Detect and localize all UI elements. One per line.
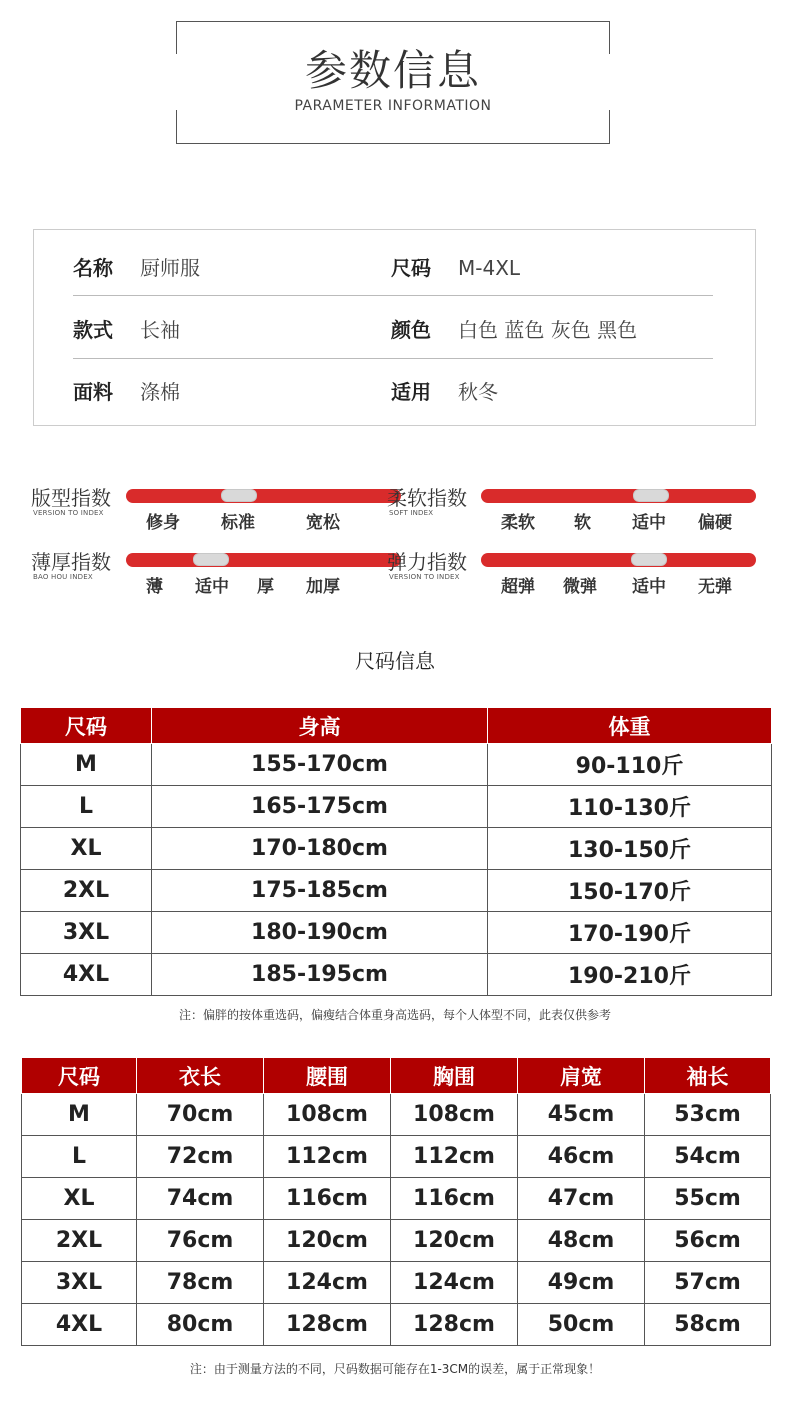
info-value: 长袖 xyxy=(140,318,180,342)
table-cell: 70cm xyxy=(137,1094,264,1136)
fit-index-option: 宽松 xyxy=(306,513,340,533)
softness-index-option: 适中 xyxy=(632,513,666,533)
page-subtitle: PARAMETER INFORMATION xyxy=(294,98,492,114)
garment-measurement-table xyxy=(21,1057,771,1346)
table-cell: M xyxy=(22,1094,137,1136)
elasticity-index-option: 适中 xyxy=(632,577,666,597)
table-cell: 110-130斤 xyxy=(488,786,772,828)
table-header: 衣长 xyxy=(137,1058,264,1094)
info-label: 颜色 xyxy=(391,318,431,342)
softness-index-marker xyxy=(633,489,669,502)
size-info-title: 尺码信息 xyxy=(355,649,435,673)
table-cell: 80cm xyxy=(137,1304,264,1346)
table-row xyxy=(21,954,772,996)
table-cell: 116cm xyxy=(264,1178,391,1220)
table-cell: XL xyxy=(22,1178,137,1220)
table-cell: 55cm xyxy=(645,1178,771,1220)
table-cell: 4XL xyxy=(21,954,152,996)
table-cell: 2XL xyxy=(22,1220,137,1262)
info-row xyxy=(73,299,713,361)
thickness-index-title: 薄厚指数 xyxy=(31,550,111,574)
header-frame-left-bottom xyxy=(176,110,177,143)
info-divider xyxy=(73,295,713,296)
table-cell: 90-110斤 xyxy=(488,744,772,786)
table-cell: 108cm xyxy=(391,1094,518,1136)
table-row xyxy=(22,1178,771,1220)
softness-index-option: 软 xyxy=(574,513,591,533)
table-cell: 56cm xyxy=(645,1220,771,1262)
table-cell: 50cm xyxy=(518,1304,645,1346)
thickness-index-option: 薄 xyxy=(146,577,163,597)
fit-index-marker xyxy=(221,489,257,502)
table-cell: 46cm xyxy=(518,1136,645,1178)
table-cell: 58cm xyxy=(645,1304,771,1346)
table-cell: 112cm xyxy=(391,1136,518,1178)
elasticity-index-option: 微弹 xyxy=(563,577,597,597)
table-row xyxy=(21,912,772,954)
elasticity-index-option: 超弹 xyxy=(501,577,535,597)
height-weight-size-table xyxy=(20,707,772,996)
info-divider xyxy=(73,358,713,359)
table-cell: 4XL xyxy=(22,1304,137,1346)
table-cell: 120cm xyxy=(264,1220,391,1262)
table-cell: 2XL xyxy=(21,870,152,912)
elasticity-index-title: 弹力指数 xyxy=(387,550,467,574)
table-cell: 53cm xyxy=(645,1094,771,1136)
page-title: 参数信息 xyxy=(304,46,481,95)
thickness-index-option: 适中 xyxy=(195,577,229,597)
table-header: 尺码 xyxy=(21,708,152,744)
elasticity-index-option: 无弹 xyxy=(698,577,732,597)
table-row xyxy=(21,786,772,828)
table-row xyxy=(22,1220,771,1262)
softness-index-subtitle: SOFT INDEX xyxy=(389,509,434,517)
info-label: 尺码 xyxy=(391,256,431,280)
info-label: 面料 xyxy=(73,380,113,404)
table-cell: 170-180cm xyxy=(152,828,488,870)
table-cell: 108cm xyxy=(264,1094,391,1136)
info-label: 名称 xyxy=(73,256,113,280)
elasticity-index-bar xyxy=(481,553,756,567)
table-header: 胸围 xyxy=(391,1058,518,1094)
table-cell: 128cm xyxy=(264,1304,391,1346)
table-row xyxy=(21,744,772,786)
info-label: 适用 xyxy=(391,380,431,404)
table-cell: M xyxy=(21,744,152,786)
info-value: 厨师服 xyxy=(140,256,200,280)
table-cell: L xyxy=(22,1136,137,1178)
table-header-row xyxy=(22,1058,771,1094)
table-header: 腰围 xyxy=(264,1058,391,1094)
header-frame-bottom xyxy=(176,143,610,144)
info-label: 款式 xyxy=(73,318,113,342)
table-cell: 130-150斤 xyxy=(488,828,772,870)
table-cell: 3XL xyxy=(21,912,152,954)
table-row xyxy=(21,828,772,870)
table-cell: 128cm xyxy=(391,1304,518,1346)
table-cell: 116cm xyxy=(391,1178,518,1220)
table-cell: 175-185cm xyxy=(152,870,488,912)
fit-index-subtitle: VERSION TO INDEX xyxy=(33,509,104,517)
table-cell: 48cm xyxy=(518,1220,645,1262)
table-cell: 124cm xyxy=(264,1262,391,1304)
table-cell: 185-195cm xyxy=(152,954,488,996)
table-cell: 155-170cm xyxy=(152,744,488,786)
table-header: 尺码 xyxy=(22,1058,137,1094)
table-header: 体重 xyxy=(488,708,772,744)
thickness-index-subtitle: BAO HOU INDEX xyxy=(33,573,93,581)
info-value: M-4XL xyxy=(458,256,521,280)
elasticity-index-subtitle: VERSION TO INDEX xyxy=(389,573,460,581)
table-cell: 180-190cm xyxy=(152,912,488,954)
table-row xyxy=(22,1094,771,1136)
elasticity-index-marker xyxy=(631,553,667,566)
table-cell: 124cm xyxy=(391,1262,518,1304)
fit-index-option: 修身 xyxy=(146,513,180,533)
table-cell: 57cm xyxy=(645,1262,771,1304)
thickness-index-bar xyxy=(126,553,401,567)
table-cell: 72cm xyxy=(137,1136,264,1178)
table-header: 袖长 xyxy=(645,1058,771,1094)
table-cell: 49cm xyxy=(518,1262,645,1304)
softness-index-title: 柔软指数 xyxy=(387,486,467,510)
header-frame-top xyxy=(176,21,610,22)
table-header-row xyxy=(21,708,772,744)
table-cell: XL xyxy=(21,828,152,870)
fit-index-title: 版型指数 xyxy=(31,486,111,510)
info-value: 白色 蓝色 灰色 黑色 xyxy=(458,318,638,342)
table2-note: 注：由于测量方法的不同，尺码数据可能存在1-3CM的误差，属于正常现象！ xyxy=(189,1362,601,1376)
table-cell: 150-170斤 xyxy=(488,870,772,912)
fit-index-bar xyxy=(126,489,401,503)
table-cell: L xyxy=(21,786,152,828)
table-cell: 74cm xyxy=(137,1178,264,1220)
info-value: 涤棉 xyxy=(140,380,180,404)
table-header: 身高 xyxy=(152,708,488,744)
thickness-index-option: 厚 xyxy=(257,577,274,597)
fit-index-option: 标准 xyxy=(221,513,255,533)
table-cell: 76cm xyxy=(137,1220,264,1262)
table-cell: 170-190斤 xyxy=(488,912,772,954)
softness-index-option: 偏硬 xyxy=(698,513,732,533)
info-row xyxy=(73,361,713,423)
info-row xyxy=(73,237,713,299)
table-cell: 120cm xyxy=(391,1220,518,1262)
table1-note: 注：偏胖的按体重选码，偏瘦结合体重身高选码，每个人体型不同，此表仅供参考 xyxy=(178,1008,611,1022)
table-cell: 47cm xyxy=(518,1178,645,1220)
softness-index-bar xyxy=(481,489,756,503)
table-row xyxy=(21,870,772,912)
table-cell: 78cm xyxy=(137,1262,264,1304)
table-row xyxy=(22,1262,771,1304)
table-row xyxy=(22,1136,771,1178)
info-value: 秋冬 xyxy=(458,380,498,404)
table-cell: 45cm xyxy=(518,1094,645,1136)
table-cell: 165-175cm xyxy=(152,786,488,828)
table-cell: 190-210斤 xyxy=(488,954,772,996)
thickness-index-option: 加厚 xyxy=(306,577,340,597)
thickness-index-marker xyxy=(193,553,229,566)
header-frame-right-bottom xyxy=(609,110,610,143)
table-cell: 54cm xyxy=(645,1136,771,1178)
softness-index-option: 柔软 xyxy=(501,513,535,533)
table-cell: 112cm xyxy=(264,1136,391,1178)
table-cell: 3XL xyxy=(22,1262,137,1304)
table-row xyxy=(22,1304,771,1346)
table-header: 肩宽 xyxy=(518,1058,645,1094)
